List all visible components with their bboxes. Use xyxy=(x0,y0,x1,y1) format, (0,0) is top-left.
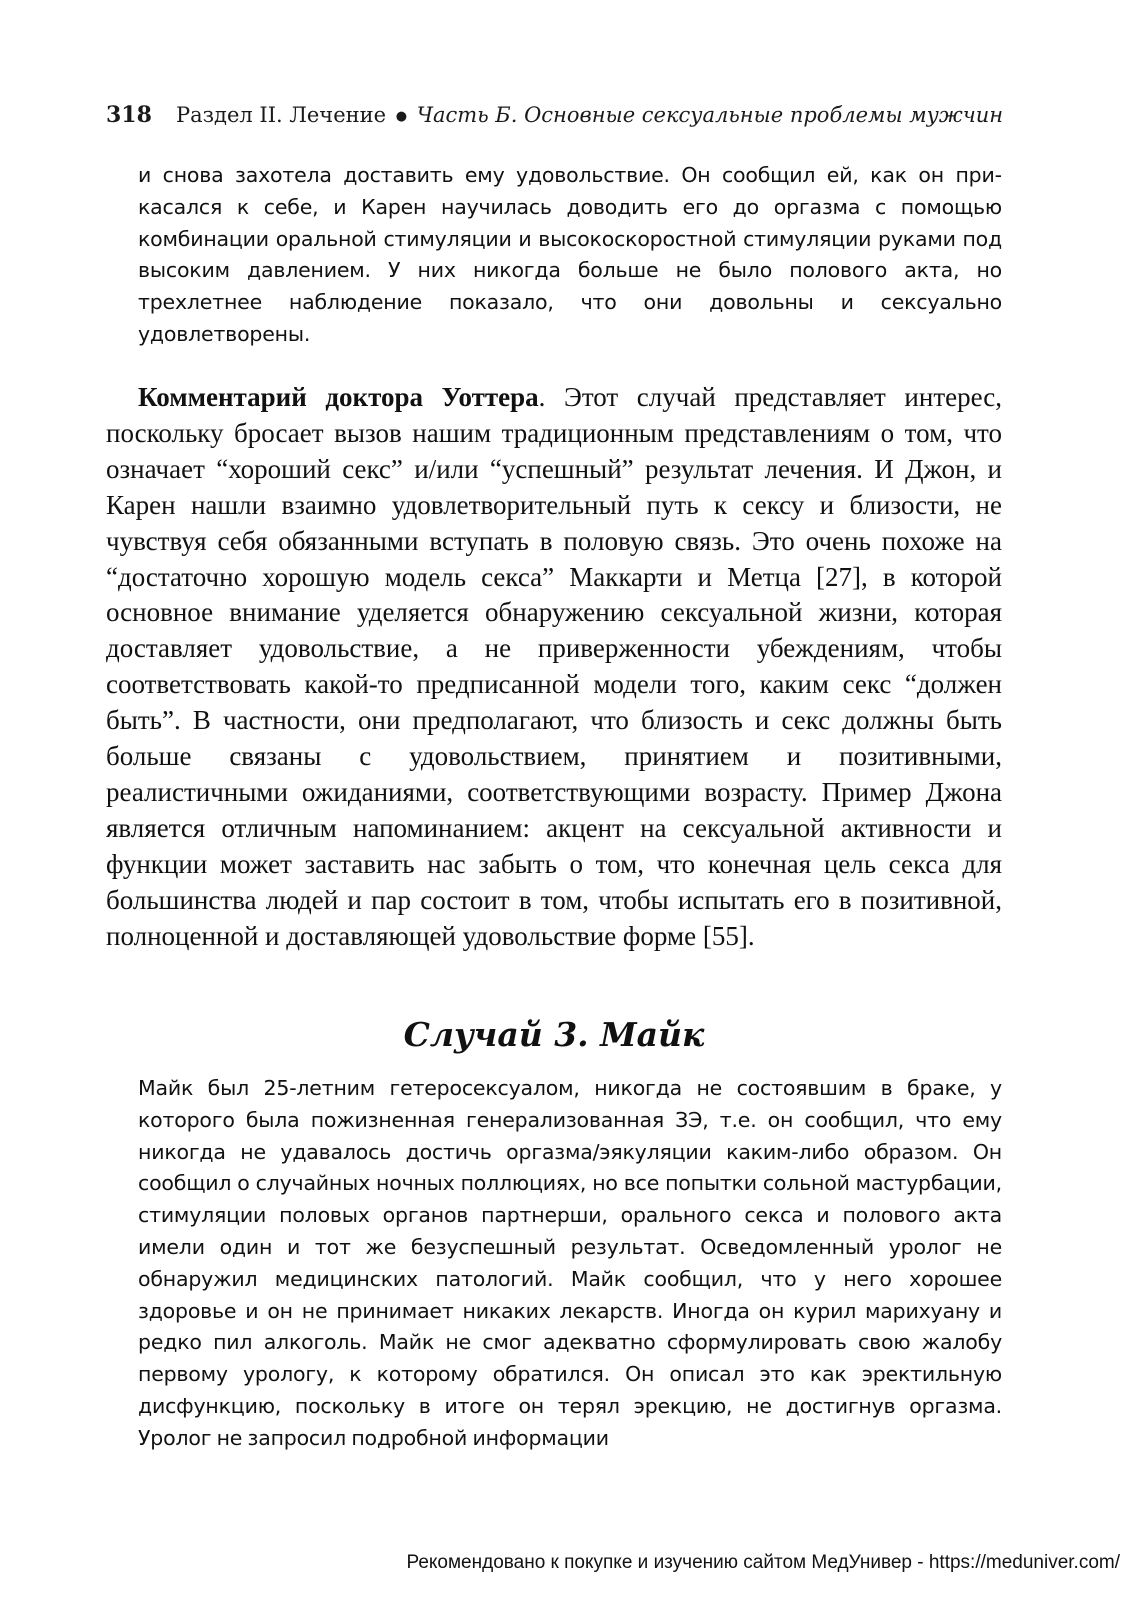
case3-paragraph xyxy=(138,1073,1002,1455)
part-title: Часть Б. Основные сексуальные проблемы мужчин xyxy=(416,103,1004,127)
page-number: 318 xyxy=(106,102,152,128)
case-heading: Случай 3. Майк xyxy=(403,1015,705,1054)
case3-text: Майк был 25-летним гетеросексуалом, никогда не состоявшим в браке, у которого была пожизненная генерализованная ЗЭ, т.е. он сообщил, что ему никогда не удавалось достичь оргазма/эякуляции каким-либо образом. Он сообщил о случайных ночных поллюциях, но все попытки сольной мастурбации, стимуляции половых органов партнерши, орального секса и полового акта имели один и тот же безуспешный результат. Осведомленный уролог не обнаружил медицинских патологий. Майк сообщил, что у него хорошее здоровье и он не принимает никаких лекарств. Иногда он курил марихуану и редко пил алкоголь. Майк не смог адекватно сформулировать свою жалобу первому урологу, к которому обратился. Он описал это как эректильную дисфункцию, поскольку в итоге он терял эрекцию, не достигнув оргазма. Уролог не запросил подробной информации xyxy=(138,1076,1002,1450)
commentary-text: . Этот случай представляет интерес, поскольку бросает вызов нашим традиционным представлениям о том, что означает “хороший секс” и/или “успешный” результат лечения. И Джон, и Карен нашли взаимно удовлетворительный путь к сексу и близости, не чувствуя себя обязанными вступать в половую связь. Это очень похоже на “достаточно хорошую модель секса” Маккарти и Метца [27], в которой основное внимание уделяется обнаружению сексуальной жизни, которая доставляет удовольствие, а не приверженности убеждениям, чтобы соответствовать какой-то предписанной модели того, каким секс “должен быть”. В частности, они предполагают, что близость и секс должны быть больше связаны с удовольствием, принятием и позитивными, реалистичными ожиданиями, соответствующими возрасту. Пример Джона является отличным напоминанием: акцент на сексуальной активности и функции может заставить нас забыть о том, что конечная цель секса для большинства людей и пар состоит в том, чтобы испытать его в позитивной, полноценной и доставляющей удовольствие форме [55]. xyxy=(106,382,1002,951)
bullet-separator-icon: ● xyxy=(395,109,408,124)
running-head xyxy=(106,100,1066,132)
section-title: Раздел II. Лечение xyxy=(175,103,387,127)
commentary-lead: Комментарий доктора Уоттера xyxy=(138,382,539,412)
footer-recommendation: Рекомендовано к покупке и изучению сайтом МедУнивер - https://meduniver.com/ xyxy=(406,1552,1120,1573)
commentary-paragraph xyxy=(106,380,1002,955)
case-continuation-text: и снова захотела доставить ему удовольствие. Он сообщил ей, как он прикасался к себе, и Карен научилась доводить его до оргазма с помощью комбинации оральной стимуляции и высокоскоростной стимуляции руками под высоким давлением. У них никогда больше не было полового акта, но трехлетнее наблюдение показало, что они довольны и сексуально удовлетворены. xyxy=(138,163,1002,346)
case-continuation-paragraph xyxy=(138,160,1002,351)
